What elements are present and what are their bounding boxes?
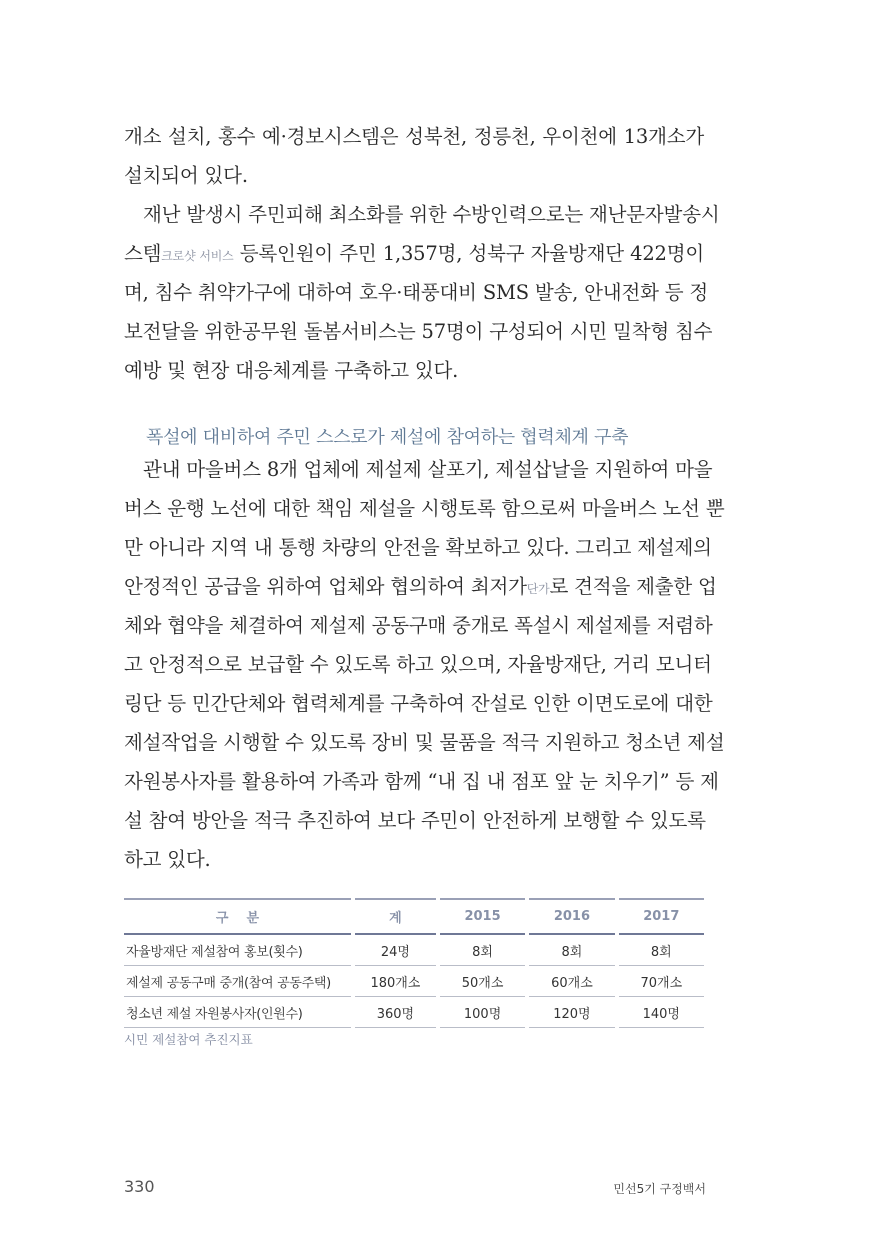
column-header: 2015 [440,898,525,935]
row-label: 청소년 제설 자원봉사자(인원수) [124,997,351,1028]
text-line [124,567,717,606]
row-label: 제설제 공동구매 중개(참여 공동주택) [124,966,351,997]
paragraph-snow-removal [124,450,725,879]
paragraph-flood-response [124,117,720,390]
text-line: 만 아니라 지역 내 통행 차량의 안전을 확보하고 있다. 그리고 제설제의 [124,536,712,559]
text-line [124,234,704,273]
inline-note: 크로샷 서비스 [161,249,234,263]
table-cell: 50개소 [440,966,525,997]
table-row [124,935,704,966]
table-cell: 360명 [355,997,436,1028]
book-title: 민선5기 구정백서 [613,1182,706,1196]
text-line: 고 안정적으로 보급할 수 있도록 하고 있으며, 자율방재단, 거리 모니터 [124,653,712,676]
text-line: 체와 협약을 체결하여 제설제 공동구매 중개로 폭설시 제설제를 저렴하 [124,614,713,637]
table-cell: 100명 [440,997,525,1028]
table-header-row [124,898,704,935]
text-line: 며, 침수 취약가구에 대하여 호우·태풍대비 SMS 발송, 안내전화 등 정 [124,281,708,304]
text-segment: 로 견적을 제출한 업 [549,575,717,598]
text-line: 재난 발생시 주민피해 최소화를 위한 수방인력으로는 재난문자발송시 [143,203,720,226]
table-cell: 70개소 [619,966,704,997]
text-line: 설치되어 있다. [124,164,248,187]
table-caption: 시민 제설참여 추진지표 [124,1032,253,1047]
table-cell: 8회 [440,935,525,966]
table-row [124,966,704,997]
table-cell: 24명 [355,935,436,966]
text-line: 하고 있다. [124,848,211,871]
table-cell: 120명 [529,997,614,1028]
text-line: 보전달을 위한공무원 돌봄서비스는 57명이 구성되어 시민 밀착형 침수 [124,320,713,343]
table-cell: 8회 [529,935,614,966]
table-cell: 60개소 [529,966,614,997]
table-cell: 8회 [619,935,704,966]
text-line: 개소 설치, 홍수 예·경보시스템은 성북천, 정릉천, 우이천에 13개소가 [124,125,704,148]
text-segment: 안정적인 공급을 위하여 업체와 협의하여 최저가 [124,575,527,598]
text-line: 링단 등 민간단체와 협력체계를 구축하여 잔설로 인한 이면도로에 대한 [124,692,713,715]
table-row [124,997,704,1028]
text-line: 자원봉사자를 활용하여 가족과 함께 “내 집 내 점포 앞 눈 치우기” 등 제 [124,770,719,793]
inline-note: 단가 [526,582,550,596]
section-heading: 폭설에 대비하여 주민 스스로가 제설에 참여하는 협력체계 구축 [146,427,629,448]
text-line: 설 참여 방안을 적극 추진하여 보다 주민이 안전하게 보행할 수 있도록 [124,809,706,832]
text-line: 예방 및 현장 대응체계를 구축하고 있다. [124,359,459,382]
column-header: 2016 [529,898,614,935]
row-label: 자율방재단 제설참여 홍보(횟수) [124,935,351,966]
table-cell: 180개소 [355,966,436,997]
text-segment: 스템 [124,242,162,265]
text-line: 버스 운행 노선에 대한 책임 제설을 시행토록 함으로써 마을버스 노선 뿐 [124,497,725,520]
indicator-table [124,898,704,1028]
column-header: 2017 [619,898,704,935]
column-header: 계 [355,898,436,935]
text-line: 제설작업을 시행할 수 있도록 장비 및 물품을 적극 지원하고 청소년 제설 [124,731,725,754]
text-line: 관내 마을버스 8개 업체에 제설제 살포기, 제설삽날을 지원하여 마을 [143,458,713,481]
text-segment: 등록인원이 주민 1,357명, 성북구 자율방재단 422명이 [239,242,704,265]
column-header: 구 분 [124,898,351,935]
table-cell: 140명 [619,997,704,1028]
page-number: 330 [124,1177,155,1196]
